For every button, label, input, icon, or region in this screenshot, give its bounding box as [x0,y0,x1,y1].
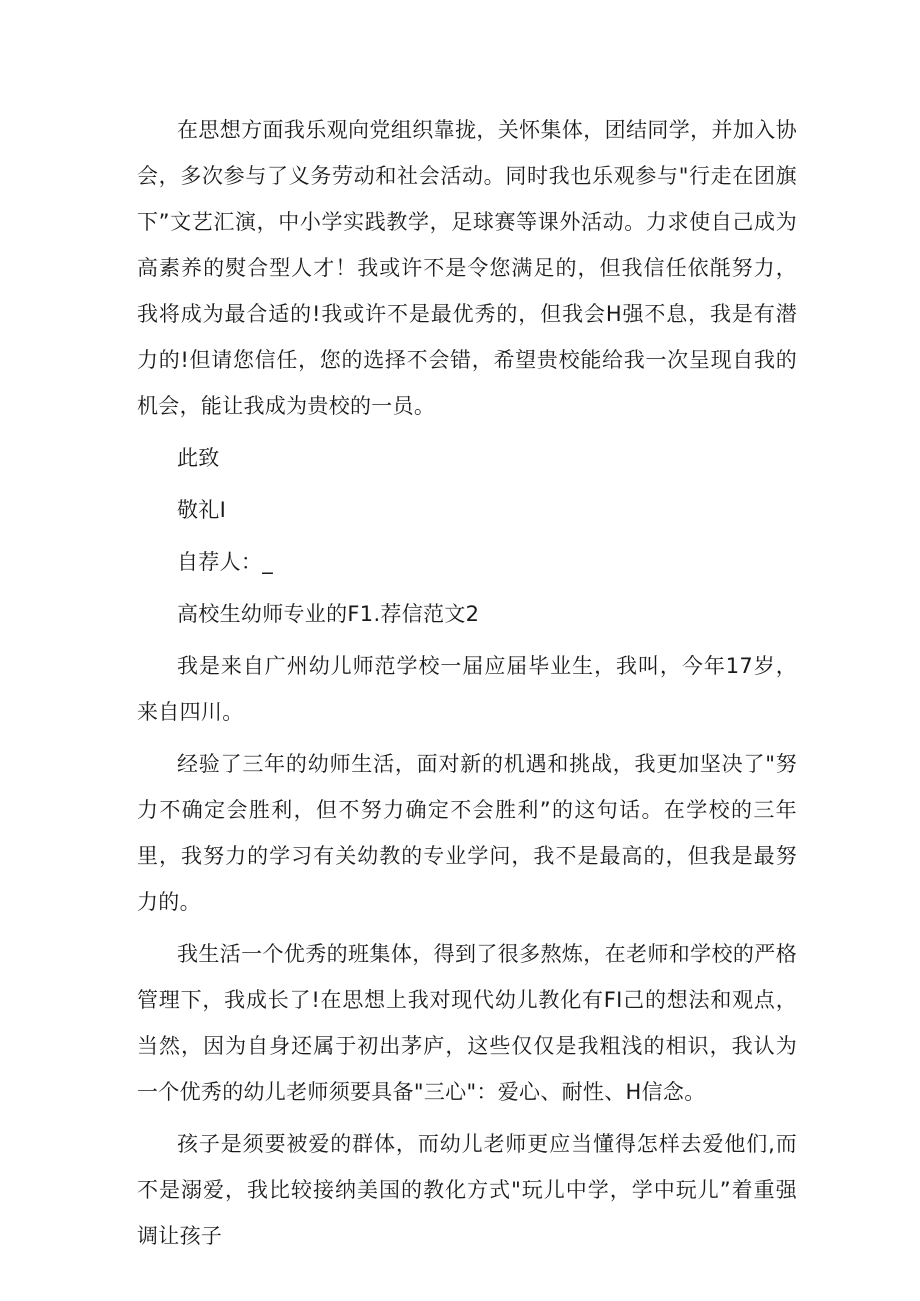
closing-salutation: 此致 [177,446,220,470]
document-body [137,107,797,1259]
paragraph-intro: 我是来自广州幼儿师范学校一届应届毕业生，我叫，今年17岁，来自四川。 [137,654,797,724]
paragraph-growth: 我生活一个优秀的班集体，得到了很多熬炼，在老师和学校的严格管理下，我成长了!在思想上我对现代幼儿教化有FI己的想法和观点，当然，因为自身还属于初出茅庐，这些仅仅是我粗浅的相识，我认为一个优秀的幼儿老师须要具备"三心"：爱心、耐性、H信念。 [137,942,797,1104]
signature-line: 自荐人：_ [177,550,273,574]
closing-regards: 敬礼I [177,498,227,522]
paragraph-experience: 经验了三年的幼师生活，面对新的机遇和挑战，我更加坚决了"努力不确定会胜利，但不努力确定不会胜利”的这句话。在学校的三年里，我努力的学习有关幼教的专业学问，我不是最高的，但我是最努力的。 [137,752,797,914]
section-subtitle: 高校生幼师专业的F1.荐信范文2 [177,602,480,626]
paragraph-thoughts: 在思想方面我乐观向党组织靠拢，关怀集体，团结同学，并加入协会，多次参与了义务劳动和社会活动。同时我也乐观参与"行走在团旗下”文艺汇演，中小学实践教学，足球赛等课外活动。力求使自己成为高素养的熨合型人才！我或许不是令您满足的，但我信任依㲖努力，我将成为最合适的!我或许不是最优秀的，但我会H强不息，我是有潜力的!但请您信任，您的选择不会错，希望贵校能给我一次呈现自我的机会，能让我成为贵校的一员。 [137,118,797,418]
paragraph-children: 孩子是须要被爱的群体，而幼儿老师更应当懂得怎样去爱他们,而不是溺爱，我比较接纳美国的教化方式"玩儿中学，学中玩儿”着重强调让孩子 [137,1132,797,1248]
